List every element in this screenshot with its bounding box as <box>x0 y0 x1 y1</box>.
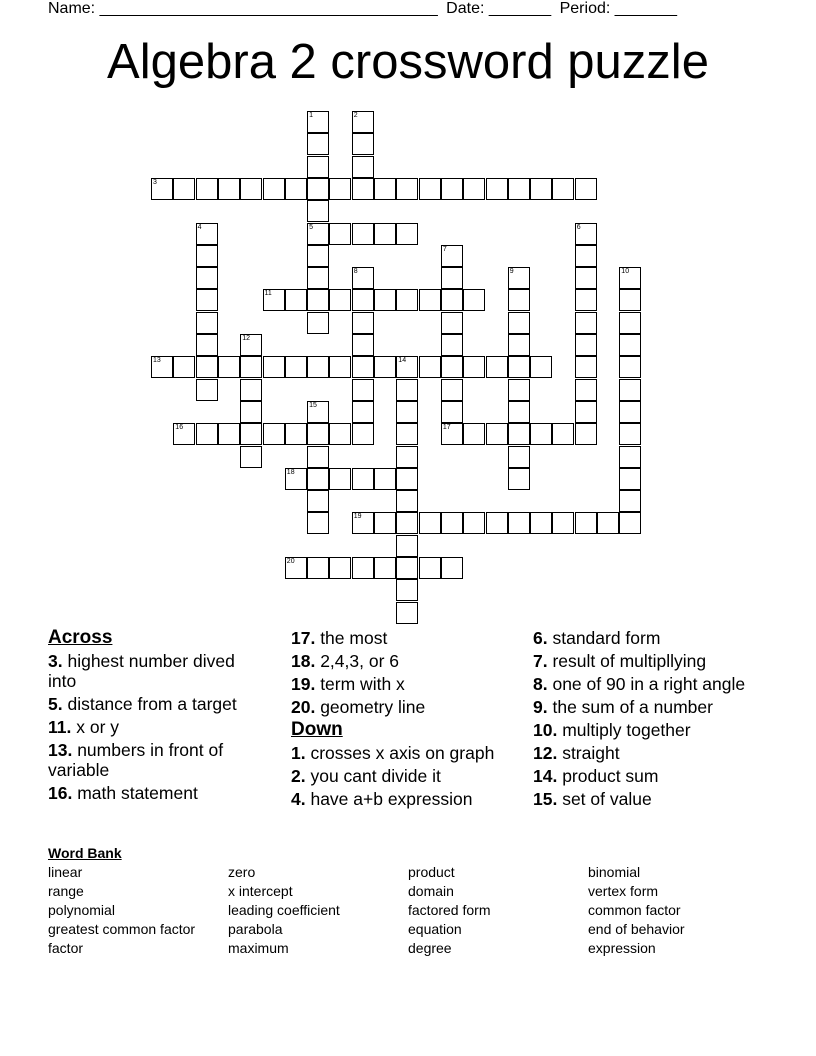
crossword-cell[interactable] <box>307 267 329 289</box>
crossword-cell[interactable] <box>441 379 463 401</box>
crossword-cell[interactable] <box>196 312 218 334</box>
word-bank-title: Word Bank <box>48 845 122 861</box>
crossword-cell[interactable] <box>329 557 351 579</box>
clue-item: 17. the most <box>291 628 388 648</box>
clue-number: 1 <box>309 112 313 119</box>
crossword-cell[interactable] <box>619 512 641 534</box>
word-bank-column-1 <box>48 863 195 958</box>
crossword-cell[interactable] <box>508 401 530 423</box>
crossword-cell[interactable] <box>508 468 530 490</box>
clue-item: 5. distance from a target <box>48 694 237 714</box>
word-bank-item: domain <box>408 883 454 899</box>
clue-item: 9. the sum of a number <box>533 697 713 717</box>
crossword-cell[interactable] <box>285 356 307 378</box>
clue-item: 16. math statement <box>48 783 198 803</box>
crossword-cell[interactable] <box>441 289 463 311</box>
clues-column-2 <box>291 628 516 812</box>
crossword-cell[interactable] <box>307 512 329 534</box>
crossword-cell[interactable] <box>218 423 240 445</box>
crossword-cell[interactable] <box>307 289 329 311</box>
crossword-cell[interactable] <box>352 401 374 423</box>
crossword-cell[interactable] <box>307 111 329 133</box>
crossword-cell[interactable] <box>575 178 597 200</box>
crossword-cell[interactable] <box>396 356 418 378</box>
crossword-cell[interactable] <box>441 178 463 200</box>
crossword-cell[interactable] <box>508 512 530 534</box>
crossword-cell[interactable] <box>575 312 597 334</box>
crossword-cell[interactable] <box>619 468 641 490</box>
crossword-cell[interactable] <box>307 401 329 423</box>
crossword-cell[interactable] <box>352 468 374 490</box>
crossword-cell[interactable] <box>307 490 329 512</box>
crossword-cell[interactable] <box>575 423 597 445</box>
clue-item: 19. term with x <box>291 674 405 694</box>
word-bank-item: parabola <box>228 921 283 937</box>
period-field[interactable]: Period: _______ <box>559 0 678 17</box>
crossword-cell[interactable] <box>307 312 329 334</box>
crossword-cell[interactable] <box>307 468 329 490</box>
crossword-cell[interactable] <box>240 379 262 401</box>
crossword-cell[interactable] <box>396 401 418 423</box>
crossword-cell[interactable] <box>352 423 374 445</box>
clue-item: 14. product sum <box>533 766 659 786</box>
crossword-cell[interactable] <box>352 379 374 401</box>
date-field[interactable]: Date: _______ <box>446 0 552 17</box>
crossword-cell[interactable] <box>352 111 374 133</box>
crossword-cell[interactable] <box>196 334 218 356</box>
crossword-cell[interactable] <box>329 178 351 200</box>
crossword-cell[interactable] <box>285 468 307 490</box>
crossword-cell[interactable] <box>307 423 329 445</box>
crossword-cell[interactable] <box>463 423 485 445</box>
crossword-cell[interactable] <box>196 223 218 245</box>
crossword-cell[interactable] <box>374 557 396 579</box>
crossword-cell[interactable] <box>352 289 374 311</box>
crossword-cell[interactable] <box>352 356 374 378</box>
crossword-cell[interactable] <box>419 178 441 200</box>
crossword-cell[interactable] <box>486 178 508 200</box>
clue-number: 11 <box>264 290 272 298</box>
crossword-cell[interactable] <box>307 356 329 378</box>
clue-item: 2. you cant divide it <box>291 766 441 786</box>
crossword-cell[interactable] <box>329 356 351 378</box>
crossword-cell[interactable] <box>508 423 530 445</box>
crossword-cell[interactable] <box>218 178 240 200</box>
crossword-cell[interactable] <box>196 423 218 445</box>
crossword-cell[interactable] <box>619 356 641 378</box>
down-heading: Down <box>291 719 343 740</box>
crossword-cell[interactable] <box>530 178 552 200</box>
crossword-cell[interactable] <box>463 178 485 200</box>
crossword-cell[interactable] <box>419 289 441 311</box>
crossword-cell[interactable] <box>530 423 552 445</box>
crossword-cell[interactable] <box>486 512 508 534</box>
word-bank-item: linear <box>48 864 83 880</box>
crossword-cell[interactable] <box>441 245 463 267</box>
crossword-cell[interactable] <box>396 423 418 445</box>
crossword-cell[interactable] <box>530 512 552 534</box>
crossword-cell[interactable] <box>307 446 329 468</box>
crossword-cell[interactable] <box>329 223 351 245</box>
crossword-cell[interactable] <box>307 223 329 245</box>
across-heading: Across <box>48 627 113 648</box>
clue-number: 19 <box>353 513 362 521</box>
clue-item: 10. multiply together <box>533 720 691 740</box>
crossword-cell[interactable] <box>419 512 441 534</box>
clue-number: 8 <box>353 268 358 276</box>
crossword-cell[interactable] <box>575 334 597 356</box>
crossword-cell[interactable] <box>508 312 530 334</box>
crossword-cell[interactable] <box>240 401 262 423</box>
word-bank-item: product <box>408 864 455 880</box>
crossword-cell[interactable] <box>441 267 463 289</box>
crossword-cell[interactable] <box>619 334 641 356</box>
clue-number: 5 <box>309 223 313 231</box>
clue-item: 12. straight <box>533 743 620 763</box>
crossword-cell[interactable] <box>307 557 329 579</box>
crossword-cell[interactable] <box>329 289 351 311</box>
crossword-cell[interactable] <box>619 312 641 334</box>
crossword-cell[interactable] <box>352 267 374 289</box>
crossword-cell[interactable] <box>240 334 262 356</box>
crossword-cell[interactable] <box>441 557 463 579</box>
clue-number: 12 <box>242 335 250 342</box>
crossword-cell[interactable] <box>196 178 218 200</box>
crossword-cell[interactable] <box>240 423 262 445</box>
crossword-cell[interactable] <box>508 289 530 311</box>
crossword-cell[interactable] <box>441 312 463 334</box>
crossword-cell[interactable] <box>173 356 195 378</box>
clue-number: 17 <box>442 424 451 432</box>
crossword-cell[interactable] <box>196 289 218 311</box>
clue-item: 20. geometry line <box>291 697 426 717</box>
word-bank-item: expression <box>588 940 656 956</box>
crossword-cell[interactable] <box>352 223 374 245</box>
crossword-cell[interactable] <box>619 401 641 423</box>
clue-number: 10 <box>621 268 630 276</box>
word-bank-item: maximum <box>228 940 289 956</box>
clue-item: 4. have a+b expression <box>291 789 473 809</box>
clue-number: 14 <box>398 357 407 365</box>
crossword-cell[interactable] <box>575 401 597 423</box>
crossword-cell[interactable] <box>508 379 530 401</box>
word-bank-item: equation <box>408 921 462 937</box>
crossword-cell[interactable] <box>263 356 285 378</box>
crossword-cell[interactable] <box>552 512 574 534</box>
crossword-cell[interactable] <box>552 178 574 200</box>
crossword-cell[interactable] <box>374 223 396 245</box>
crossword-cell[interactable] <box>240 178 262 200</box>
crossword-cell[interactable] <box>352 557 374 579</box>
word-bank-item: range <box>48 883 84 899</box>
clue-item: 18. 2,4,3, or 6 <box>291 651 399 671</box>
crossword-cell[interactable] <box>463 289 485 311</box>
crossword-cell[interactable] <box>441 512 463 534</box>
crossword-cell[interactable] <box>374 512 396 534</box>
crossword-cell[interactable] <box>285 423 307 445</box>
clue-number: 13 <box>153 357 161 365</box>
clue-item: 6. standard form <box>533 628 661 648</box>
clue-number: 6 <box>576 223 581 231</box>
clue-number: 4 <box>197 223 202 231</box>
crossword-cell[interactable] <box>196 267 218 289</box>
crossword-cell[interactable] <box>352 133 374 155</box>
crossword-cell[interactable] <box>508 267 530 289</box>
crossword-cell[interactable] <box>151 356 173 378</box>
crossword-cell[interactable] <box>173 178 195 200</box>
clue-item: 1. crosses x axis on graph <box>291 743 495 763</box>
crossword-cell[interactable] <box>508 446 530 468</box>
clue-item: 7. result of multipllying <box>533 651 707 671</box>
word-bank-column-2 <box>228 863 340 958</box>
clues-column-1 <box>48 628 263 806</box>
crossword-cell[interactable] <box>530 356 552 378</box>
word-bank-item: zero <box>228 864 256 880</box>
word-bank-item: common factor <box>588 902 681 918</box>
crossword-cell[interactable] <box>374 468 396 490</box>
crossword-cell[interactable] <box>619 267 641 289</box>
crossword-cell[interactable] <box>285 557 307 579</box>
crossword-cell[interactable] <box>441 401 463 423</box>
crossword-cell[interactable] <box>396 490 418 512</box>
crossword-cell[interactable] <box>486 423 508 445</box>
crossword-cell[interactable] <box>329 468 351 490</box>
crossword-cell[interactable] <box>441 423 463 445</box>
crossword-cell[interactable] <box>575 245 597 267</box>
clue-number: 2 <box>353 112 358 119</box>
clue-item: 8. one of 90 in a right angle <box>533 674 746 694</box>
crossword-cell[interactable] <box>352 156 374 178</box>
crossword-cell[interactable] <box>396 178 418 200</box>
word-bank-item: polynomial <box>48 902 115 918</box>
crossword-cell[interactable] <box>352 512 374 534</box>
page-title: Algebra 2 crossword puzzle <box>107 35 709 89</box>
word-bank-item: degree <box>408 940 452 956</box>
crossword-cell[interactable] <box>396 446 418 468</box>
word-bank-item: end of behavior <box>588 921 685 937</box>
crossword-cell[interactable] <box>508 334 530 356</box>
crossword-cell[interactable] <box>419 557 441 579</box>
crossword-cell[interactable] <box>396 557 418 579</box>
word-bank-item: factored form <box>408 902 491 918</box>
name-field[interactable]: Name: ______________________________________ <box>48 0 438 17</box>
word-bank-item: factor <box>48 940 84 956</box>
crossword-cell[interactable] <box>396 602 418 624</box>
crossword-cell[interactable] <box>463 356 485 378</box>
clue-item: 15. set of value <box>533 789 652 809</box>
crossword-cell[interactable] <box>352 178 374 200</box>
crossword-cell[interactable] <box>196 245 218 267</box>
crossword-cell[interactable] <box>263 423 285 445</box>
crossword-cell[interactable] <box>307 245 329 267</box>
clue-number: 7 <box>442 245 447 253</box>
crossword-cell[interactable] <box>396 289 418 311</box>
crossword-cell[interactable] <box>508 356 530 378</box>
crossword-cell[interactable] <box>218 356 240 378</box>
crossword-cell[interactable] <box>619 289 641 311</box>
clue-number: 3 <box>153 178 157 186</box>
crossword-cell[interactable] <box>575 223 597 245</box>
crossword-cell[interactable] <box>196 379 218 401</box>
crossword-cell[interactable] <box>419 356 441 378</box>
clue-number: 9 <box>509 268 514 276</box>
crossword-cell[interactable] <box>240 446 262 468</box>
crossword-cell[interactable] <box>597 512 619 534</box>
crossword-cell[interactable] <box>396 468 418 490</box>
crossword-cell[interactable] <box>396 535 418 557</box>
crossword-cell[interactable] <box>508 178 530 200</box>
word-bank-item: leading coefficient <box>228 902 340 918</box>
crossword-cell[interactable] <box>307 156 329 178</box>
crossword-cell[interactable] <box>374 178 396 200</box>
crossword-cell[interactable] <box>263 289 285 311</box>
crossword-cell[interactable] <box>173 423 195 445</box>
crossword-cell[interactable] <box>463 512 485 534</box>
clue-item: 11. x or y <box>48 717 120 737</box>
word-bank-item: binomial <box>588 864 641 880</box>
crossword-cell[interactable] <box>396 579 418 601</box>
crossword-cell[interactable] <box>441 356 463 378</box>
clue-item: 3. highest number dived into <box>48 651 235 691</box>
crossword-cell[interactable] <box>552 423 574 445</box>
crossword-cell[interactable] <box>374 289 396 311</box>
crossword-cell[interactable] <box>263 178 285 200</box>
crossword-cell[interactable] <box>196 356 218 378</box>
clues-column-3 <box>533 628 753 812</box>
crossword-cell[interactable] <box>575 356 597 378</box>
crossword-cell[interactable] <box>285 178 307 200</box>
crossword-cell[interactable] <box>486 356 508 378</box>
crossword-cell[interactable] <box>575 289 597 311</box>
word-bank-item: x intercept <box>228 883 293 899</box>
crossword-cell[interactable] <box>396 223 418 245</box>
crossword-cell[interactable] <box>396 512 418 534</box>
clue-number: 16 <box>175 424 184 432</box>
word-bank-column-4 <box>588 863 685 958</box>
word-bank-item: vertex form <box>588 883 659 899</box>
crossword-cell[interactable] <box>619 379 641 401</box>
crossword-cell[interactable] <box>307 133 329 155</box>
clue-number: 18 <box>286 468 295 476</box>
clue-number: 15 <box>309 401 317 409</box>
word-bank-column-3 <box>408 863 490 958</box>
crossword-cell[interactable] <box>352 334 374 356</box>
crossword-cell[interactable] <box>396 379 418 401</box>
crossword-cell[interactable] <box>441 334 463 356</box>
crossword-cell[interactable] <box>619 423 641 445</box>
crossword-cell[interactable] <box>307 200 329 222</box>
clue-item: 13. numbers in front of variable <box>48 740 224 780</box>
crossword-cell[interactable] <box>151 178 173 200</box>
crossword-cell[interactable] <box>329 423 351 445</box>
crossword-cell[interactable] <box>307 178 329 200</box>
crossword-cell[interactable] <box>240 356 262 378</box>
crossword-cell[interactable] <box>374 356 396 378</box>
crossword-cell[interactable] <box>575 512 597 534</box>
crossword-cell[interactable] <box>619 446 641 468</box>
crossword-cell[interactable] <box>575 379 597 401</box>
crossword-cell[interactable] <box>619 490 641 512</box>
crossword-cell[interactable] <box>285 289 307 311</box>
word-bank-item: greatest common factor <box>48 921 196 937</box>
crossword-cell[interactable] <box>352 312 374 334</box>
clue-number: 20 <box>286 558 295 565</box>
crossword-cell[interactable] <box>575 267 597 289</box>
